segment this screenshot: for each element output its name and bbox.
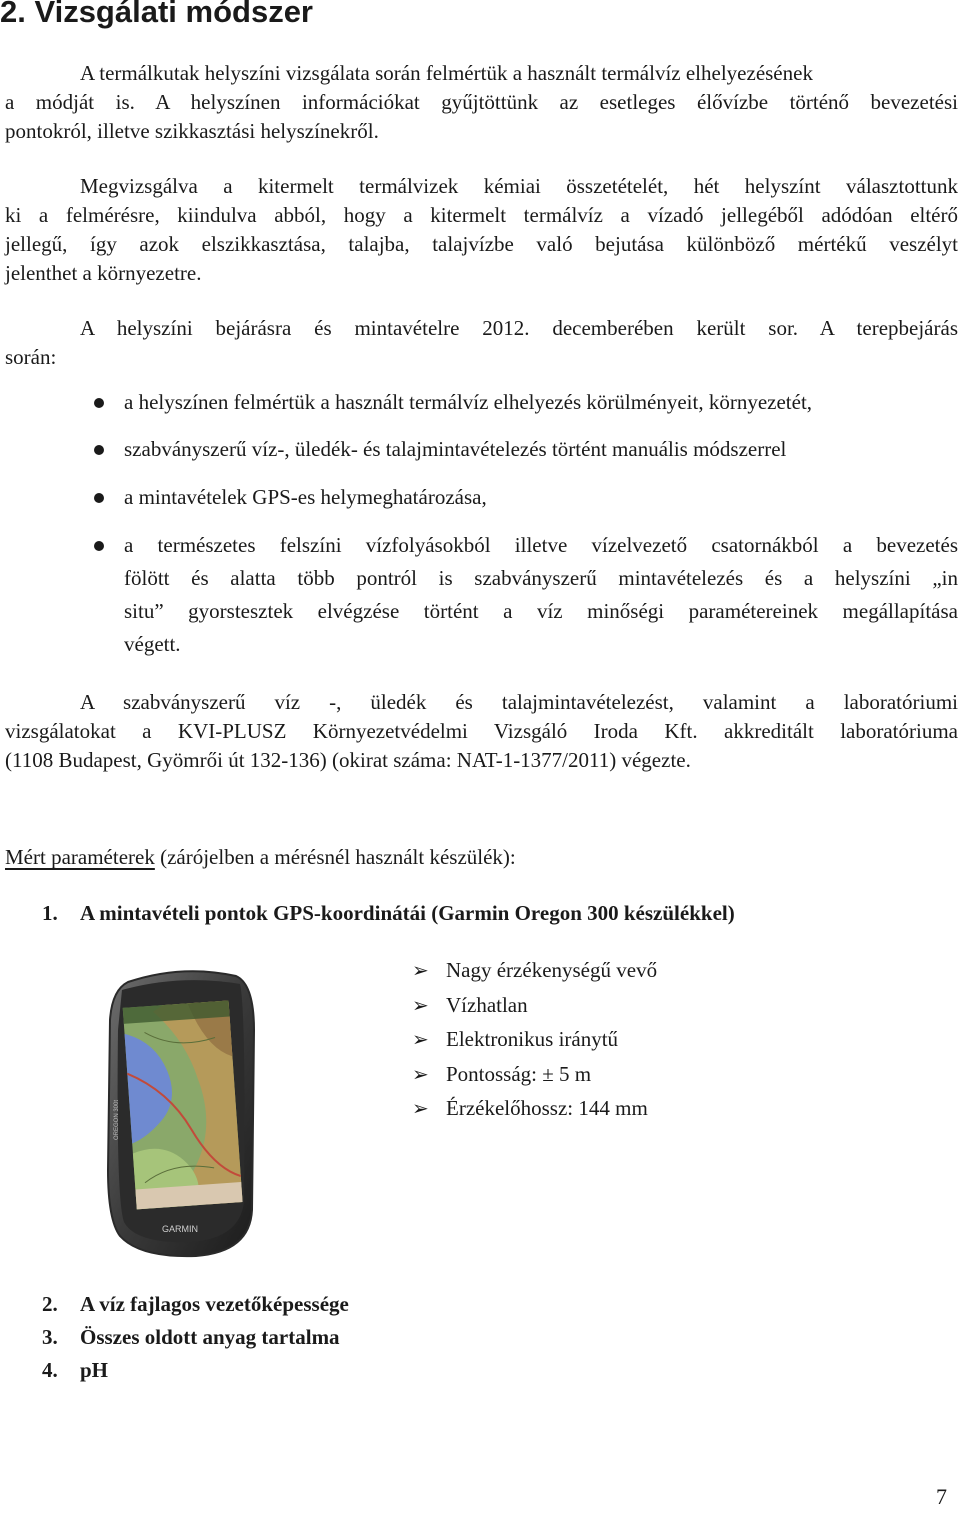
para4-line: vizsgálatokat a KVI-PLUSZ Környezetvédelmi Vizsgáló Iroda Kft. akkreditált laboratóriuma [5, 719, 958, 743]
measured-params-line [5, 843, 516, 872]
para1-line: pontokról, illetve szikkasztási helyszínekről. [5, 119, 379, 143]
para2-line: Megvizsgálva a kitermelt termálvizek kémiai összetételét, hét helyszínt választottunk [80, 174, 958, 198]
feature-text: Érzékelőhossz: 144 mm [446, 1096, 648, 1120]
bullet-item [124, 433, 958, 465]
arrow-bullet-icon: ➢ [412, 1029, 429, 1051]
device-model-label: OREGON 300t [114, 1099, 120, 1141]
arrow-bullet-icon: ➢ [412, 1098, 429, 1120]
list-item-title: A víz fajlagos vezetőképessége [80, 1292, 349, 1316]
bullet-item [124, 529, 958, 661]
bullet-item [124, 386, 958, 418]
bullet-text: szabványszerű víz-, üledék- és talajmintavételezés történt manuális módszerrel [124, 437, 787, 461]
feature-text: Nagy érzékenységű vevő [446, 958, 658, 982]
feature-item [412, 954, 657, 989]
bullet-text: a természetes felszíni vízfolyásokból illetve vízelvezető csatornákból a bevezetés [124, 533, 958, 557]
list-item-number: 4. [42, 1358, 58, 1382]
bullet-item [124, 481, 958, 513]
bullet-text: a helyszínen felmértük a használt termálvíz elhelyezés körülményeit, környezetét, [124, 390, 813, 414]
measured-params-title: Mért paraméterek [5, 845, 155, 869]
list-item-number: 1. [42, 901, 58, 925]
bullet-text: fölött és alatta több pontról is szabványszerű mintavételezés és a helyszíni „in [124, 566, 958, 590]
measured-params-note: (zárójelben a mérésnél használt készülék): [154, 845, 516, 869]
section-heading: 2. Vizsgálati módszer [0, 0, 313, 29]
feature-item [412, 989, 657, 1024]
page-number: 7 [936, 1484, 947, 1509]
bullet-dot-icon [94, 398, 104, 408]
para2-line: jelenthet a környezetre. [5, 261, 202, 285]
para4-line: (1108 Budapest, Gyömrői út 132-136) (okirat száma: NAT-1-1377/2011) végezte. [5, 748, 691, 772]
para1-line: A termálkutak helyszíni vizsgálata során felmértük a használt termálvíz elhelyezésének [80, 61, 813, 85]
arrow-bullet-icon: ➢ [412, 994, 429, 1017]
para2-line: jellegű, így azok elszikkasztása, talajba, talajvízbe való bejutása különböző mértékű veszélyt [5, 232, 958, 256]
bullet-dot-icon [94, 445, 104, 455]
para3-line: A helyszíni bejárásra és mintavételre 2012. decemberében került sor. A terepbejárás [80, 316, 958, 340]
feature-item [412, 1058, 657, 1093]
bullet-text: végett. [124, 632, 181, 656]
feature-list [412, 954, 657, 1127]
bullet-text: a mintavételek GPS-es helymeghatározása, [124, 485, 487, 509]
arrow-bullet-icon: ➢ [412, 1063, 429, 1086]
bullet-dot-icon [94, 541, 104, 551]
device-brand-label: GARMIN [162, 1224, 198, 1234]
para1-line: a módját is. A helyszínen információkat gyűjtöttünk az esetleges élővízbe történő bevezetési [5, 90, 958, 114]
list-item-title: A mintavételi pontok GPS-koordinátái (Garmin Oregon 300 készülékkel) [80, 901, 735, 925]
list-item-number: 3. [42, 1325, 58, 1349]
feature-item [412, 1092, 657, 1127]
para3-line: során: [5, 345, 57, 369]
list-item-title: Összes oldott anyag tartalma [80, 1325, 340, 1349]
para2-line: ki a felmérésre, kiindulva abból, hogy a kitermelt termálvíz a vízadó jellegéből adódóan eltérő [5, 203, 958, 227]
bullet-dot-icon [94, 493, 104, 503]
para4-line: A szabványszerű víz -, üledék és talajmintavételezést, valamint a laboratóriumi [80, 690, 958, 714]
bullet-text: situ” gyorstesztek elvégzése történt a víz minőségi paramétereinek megállapítása [124, 599, 958, 623]
list-item-number: 2. [42, 1292, 58, 1316]
feature-text: Vízhatlan [446, 992, 528, 1017]
feature-text: Elektronikus iránytű [446, 1027, 619, 1051]
arrow-bullet-icon: ➢ [412, 960, 429, 982]
feature-text: Pontosság: ± 5 m [446, 1061, 592, 1086]
list-item-title: pH [80, 1358, 109, 1382]
feature-item [412, 1023, 657, 1058]
gps-device-image [100, 970, 264, 1258]
